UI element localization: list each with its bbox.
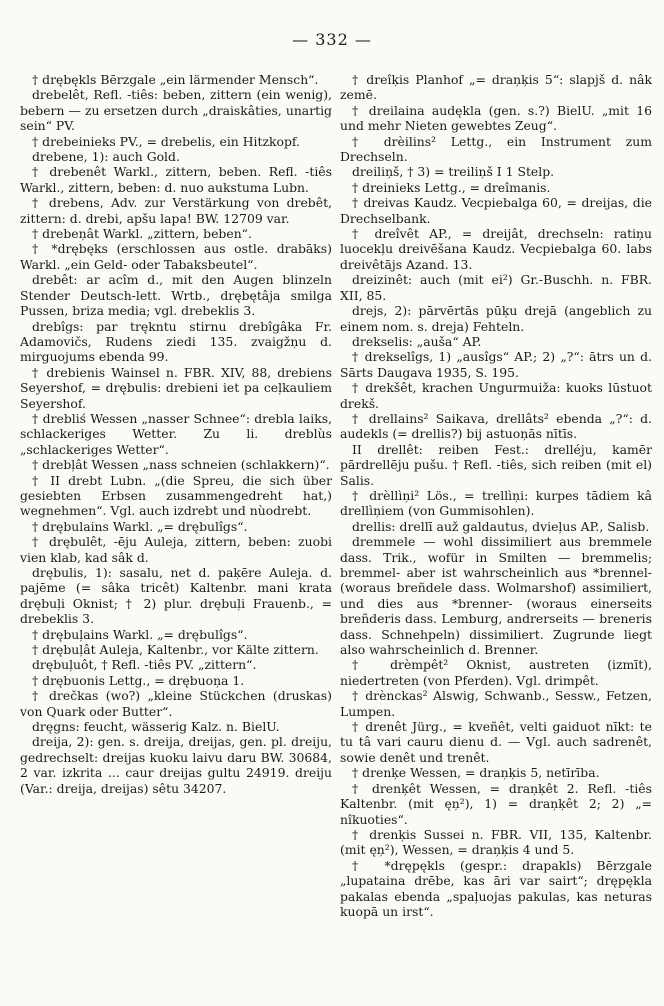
dictionary-entry: drębuļuôt, † Refl. -tiês PV. „zittern“. — [32, 657, 257, 673]
dictionary-entry: II drellêt: reiben Fest.: drelléju, kamēr pārdrellēju pušu. † Refl. -tiês, sich reiben (mit el) Salis. — [340, 441, 652, 488]
left-column — [20, 72, 332, 796]
dictionary-entry: † dreîķis Planhof „= draņķis 5“: slapjš d. nâk zemē. — [340, 72, 652, 103]
dictionary-entry: dremmele — wohl dissimiliert aus bremmele dass. Trik., wofür in Smilten — bremmelis; bremmel- aber ist wahrscheinlich aus *brennel- (woraus breñdele dass. Wolmarshof) assimiliert, und dies aus *brenner- (woraus einerseits breñderis dass. Lemburg, andrerseits — breneris dass. Schnehpeln) dissimiliert. Zugrunde liegt also wahrscheinlich d. Brenner. — [340, 534, 652, 658]
dictionary-entry: † drekšêt, krachen Ungurmuiža: kuoks lūstuot drekš. — [340, 380, 652, 411]
dictionary-entry: † drebļât Wessen „nass schneien (schlakkern)“. — [32, 457, 330, 473]
dictionary-entry: drebîgs: par trękntu stirnu drebîgâka Fr. Adamovičs, Rudens ziedi 135. zvaigžņu d. mirguojums ebenda 99. — [20, 318, 332, 365]
dictionary-entry: † drenķe Wessen, = draņķis 5, netīrība. — [352, 765, 600, 781]
dictionary-entry: † drebeinieks PV., = drebelis, ein Hitzkopf. — [32, 133, 300, 149]
dictionary-entry: † dreilaina audękla (gen. s.?) BielU. „mit 16 und mehr Nieten gewebtes Zeug“. — [340, 102, 652, 134]
dictionary-entry: † drębulains Warkl. „= drębulîgs“. — [32, 518, 248, 534]
right-column — [340, 72, 652, 919]
dictionary-entry: † dreîvêt AP., = dreijât, drechseln: ratiņu luocekļu dreivēšana Kaudz. Vecpiebalga 60. labs dreivêtājs Azand. 13. — [340, 226, 652, 272]
dictionary-entry: † drębuonis Lettg., = drębuoņa 1. — [32, 672, 245, 688]
dictionary-entry: † dreinieks Lettg., = dreîmanis. — [352, 179, 551, 195]
dictionary-entry: † drebenêt Warkl., zittern, beben. Refl. -tiês Warkl., zittern, beben: d. nuo aukstuma Lubn. — [20, 164, 332, 195]
dictionary-entry: † dreivas Kaudz. Vecpiebalga 60, = dreijas, die Drechselbank. — [340, 195, 652, 226]
dictionary-entry: † drebienis Wainsel n. FBR. XIV, 88, drebiens Seyershof, = drębulis: drebieni iet pa ceļkauliem Seyershof. — [20, 364, 332, 411]
dictionary-entry: † II drebt Lubn. „(die Spreu, die sich über gesiebten Erbsen zusammengedreht hat,) wegnehmen“. Vgl. auch izdrebt und nùodrebt. — [20, 472, 332, 519]
dictionary-entry: † drekselîgs, 1) „ausîgs“ AP.; 2) „?“: ātrs un d. Sārts Daugava 1935, S. 195. — [340, 349, 652, 380]
dictionary-entry: † drębuļât Auleja, Kaltenbr., vor Kälte zittern. — [32, 642, 319, 658]
dictionary-entry: † drębuļains Warkl. „= drębulîgs“. — [32, 626, 248, 642]
dictionary-entry: drebêt: ar acîm d., mit den Augen blinzeln Stender Deutsch-lett. Wrtb., drębętâja smilga Pussen, briza media; vgl. drebeklis 3. — [20, 272, 332, 319]
dictionary-entry: drębulis, 1): sasalu, net d. paķēre Auleja. d. pajēme (= sâka tricêt) Kaltenbr. mani krata drębuļi Oknist; † 2) plur. drębuļi Frauenb., = drebeklis 3. — [20, 565, 332, 627]
dictionary-entry: † drebliś Wessen „nasser Schnee“: drebla laiks, schlackeriges Wetter. Zu li. dreblùs „schlackeriges Wetter“. — [20, 410, 332, 457]
dictionary-entry: † drèllìņi² Lös., = trellìņi: kurpes tādiem kâ drellìņiem (von Gummisohlen). — [340, 487, 652, 519]
dictionary-entry: dreiliņš, † 3) = treiliņš I 1 Stelp. — [352, 164, 555, 180]
dictionary-entry: † drebeņât Warkl. „zittern, beben“. — [32, 226, 252, 242]
dictionary-entry: drejs, 2): pārvērtās pūķu drejā (angeblich zu einem nom. s. dreja) Fehteln. — [340, 303, 652, 334]
dictionary-entry: drekselis: „auša“ AP. — [352, 333, 482, 349]
dictionary-entry: † drenķis Sussei n. FBR. VII, 135, Kaltenbr. (mit ęņ²), Wessen, = draņķis 4 und 5. — [340, 826, 652, 858]
dictionary-entry: drebelêt, Refl. -tiês: beben, zittern (ein wenig), bebern — zu ersetzen durch „draiskâties, unartig sein“ PV. — [20, 87, 332, 134]
dictionary-entry: † drenêt Jürg., = kveñêt, velti gaiduot nīkt: te tu tâ vari cauru dienu d. — Vgl. auch sadrenêt, sowie denêt und trenêt. — [340, 719, 652, 765]
dictionary-entry: drebene, 1): auch Gold. — [32, 149, 180, 165]
dictionary-entry: drellis: drellī auž galdautus, dvieļus AP., Salisb. — [352, 518, 650, 534]
dictionary-entry: dreizinêt: auch (mit ei²) Gr.-Buschh. n. FBR. XII, 85. — [340, 272, 652, 303]
dictionary-entry: † drębękls Bērzgale „ein lärmender Mensch“. — [32, 72, 319, 87]
dictionary-entry: † *drębęks (erschlossen aus ostle. drabāks) Warkl. „ein Geld- oder Tabaksbeutel“. — [20, 241, 332, 272]
dictionary-entry: dręgns: feucht, wässerig Kalz. n. BielU. — [32, 719, 280, 735]
dictionary-entry: † drènckas² Alswig, Schwanb., Sessw., Fetzen, Lumpen. — [340, 688, 652, 719]
dictionary-entry: † drečkas (wo?) „kleine Stückchen (druskas) von Quark oder Butter“. — [20, 688, 332, 719]
dictionary-entry: † drèmpêt² Oknist, austreten (izmīt), niedertreten (von Pferden). Vgl. drimpêt. — [340, 657, 652, 688]
dictionary-entry: † drenķêt Wessen, = draņķêt 2. Refl. -tiês Kaltenbr. (mit ęņ²), 1) = draņķêt 2; 2) „= nîkuoties“. — [340, 780, 652, 827]
dictionary-entry: † *drępękls (gespr.: drapakls) Bērzgale „lupataina drēbe, kas āri var sairt“; drępękla pakalas ebenda „spaļuojas pakulas, kas neturas kuopā un irst“. — [340, 857, 652, 919]
page-number: — 332 — — [292, 30, 372, 49]
dictionary-entry: † drèilins² Lettg., ein Instrument zum Drechseln. — [340, 133, 652, 165]
dictionary-entry: † drebens, Adv. zur Verstärkung von drebêt, zittern: d. drebi, apšu lapa! BW. 12709 var. — [20, 195, 332, 226]
dictionary-entry: dreija, 2): gen. s. dreija, dreijas, gen. pl. dreiju, gedrechselt: dreijas kuoku laivu daru BW. 30684, 2 var. izkrita ... caur dreijas gultu 24919. dreiju (Var.: dreija, dreijas) sêtu 34207. — [20, 734, 332, 796]
dictionary-entry: † drębulêt, -ēju Auleja, zittern, beben: zuobi vien klab, kad sâk d. — [20, 534, 332, 565]
dictionary-entry: † drellains² Saikava, drellâts² ebenda „?“: d. audekls (= drellis?) bij astuoņās nītīs. — [340, 410, 652, 442]
